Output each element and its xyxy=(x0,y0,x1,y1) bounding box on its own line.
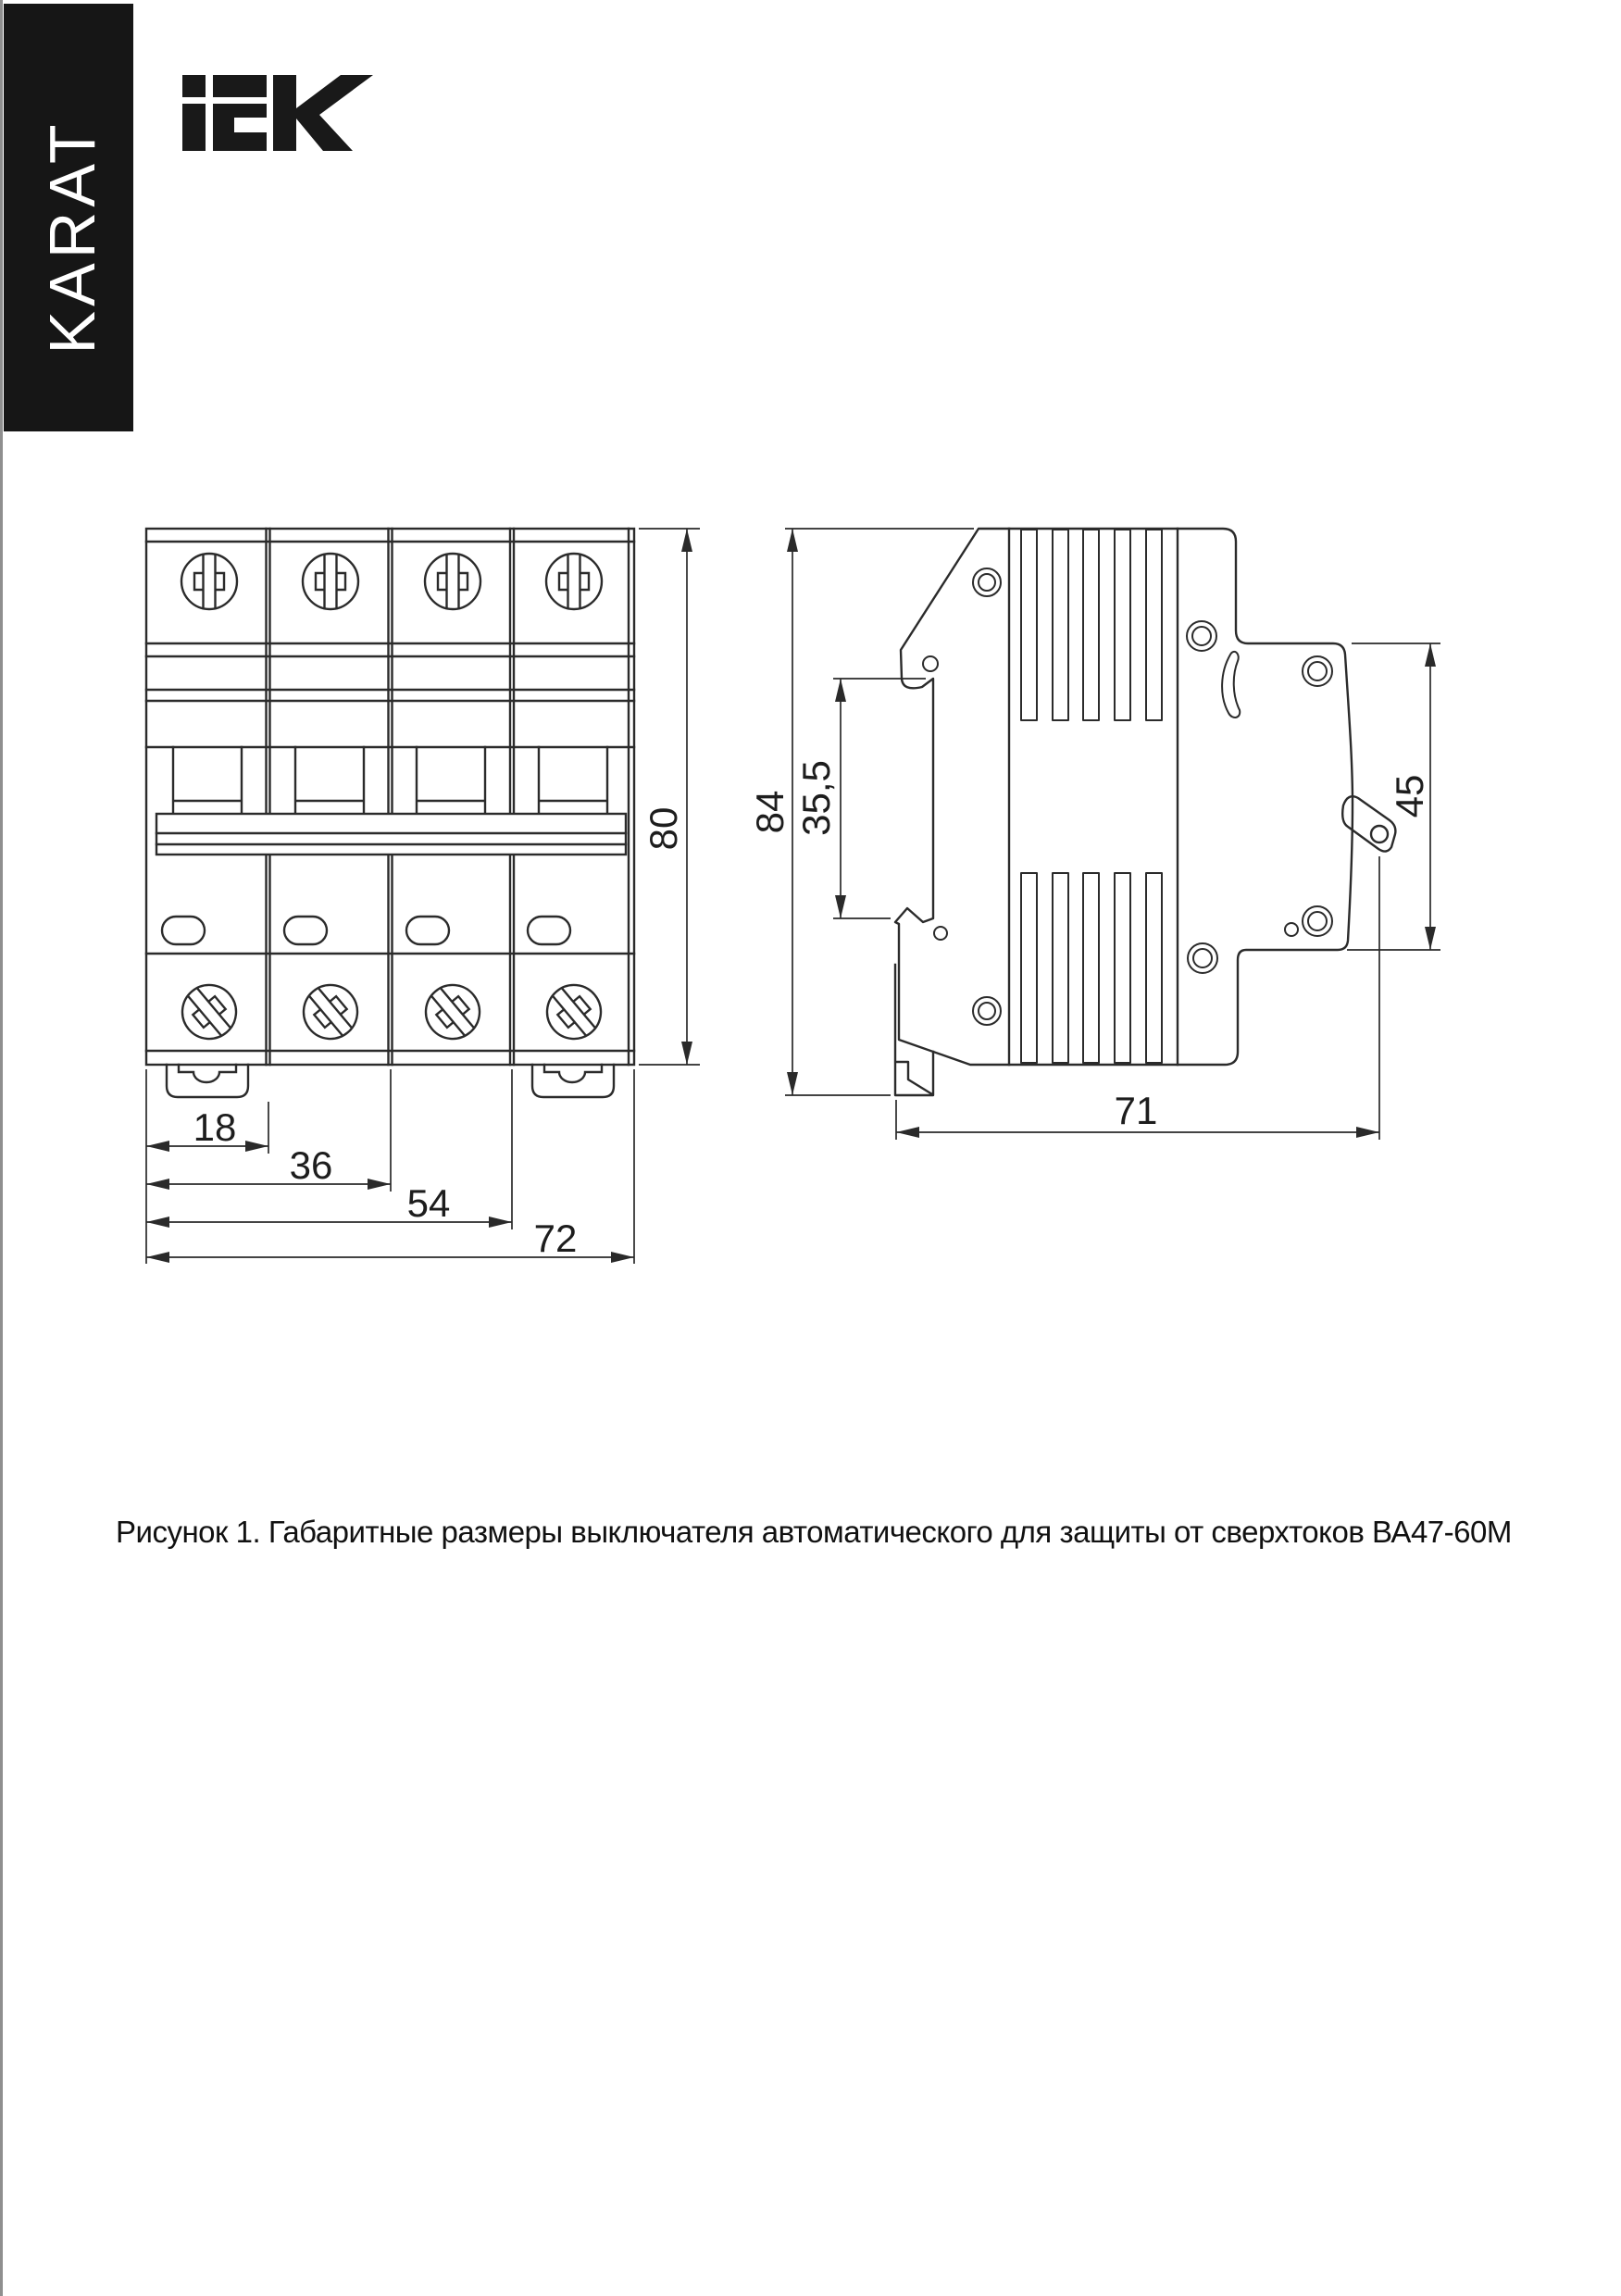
side-small-holes xyxy=(923,656,1298,940)
dim-value-35-5: 35,5 xyxy=(794,760,838,836)
dim-value-80: 80 xyxy=(642,806,685,851)
din-latch xyxy=(895,965,933,1095)
dim-value-84: 84 xyxy=(748,790,792,834)
kidney-slot xyxy=(1222,652,1240,718)
side-view-dimensions xyxy=(785,529,1440,1140)
dim-value-54: 54 xyxy=(406,1181,451,1225)
vent-slots-bottom xyxy=(1021,873,1162,1063)
dim-value-45: 45 xyxy=(1388,774,1431,818)
front-face-lines xyxy=(146,542,634,1051)
side-view-dim-labels xyxy=(748,760,1431,1132)
terminal-screw-bottom-4 xyxy=(536,974,612,1050)
dim-value-72: 72 xyxy=(533,1217,578,1260)
front-body-outline xyxy=(146,529,634,1065)
side-rivets xyxy=(973,568,1332,1025)
side-body-outline xyxy=(895,529,1353,1065)
side-view xyxy=(895,529,1395,1095)
vent-slots-top xyxy=(1021,530,1162,720)
terminal-screw-bottom-2 xyxy=(293,974,368,1050)
din-clip-right xyxy=(532,1065,614,1097)
side-band-lines xyxy=(1009,529,1178,1065)
terminal-screw-top-1 xyxy=(181,554,237,609)
terminal-screw-top-4 xyxy=(546,554,602,609)
toggle-windows xyxy=(173,747,607,814)
dim-value-18: 18 xyxy=(193,1105,237,1149)
front-view-dimensions xyxy=(146,529,700,1264)
din-clip-left xyxy=(167,1065,248,1097)
lever-hole xyxy=(1371,826,1388,842)
terminal-screw-bottom-3 xyxy=(415,974,491,1050)
dim-value-36: 36 xyxy=(289,1143,333,1187)
dim-value-71: 71 xyxy=(1114,1089,1158,1132)
terminal-screw-top-3 xyxy=(425,554,480,609)
terminal-screw-bottom-1 xyxy=(171,974,247,1050)
front-view xyxy=(146,529,634,1097)
side-extension-lines xyxy=(785,529,1440,1140)
terminal-screw-top-2 xyxy=(303,554,358,609)
front-extension-lines xyxy=(146,529,700,1264)
karat-banner-label: KARAT xyxy=(36,119,108,355)
figure-caption: Рисунок 1. Габаритные размеры выключателя автоматического для защиты от сверхтоков ВА47-60М xyxy=(116,1515,1512,1549)
toggle-tie-bar xyxy=(156,814,626,855)
